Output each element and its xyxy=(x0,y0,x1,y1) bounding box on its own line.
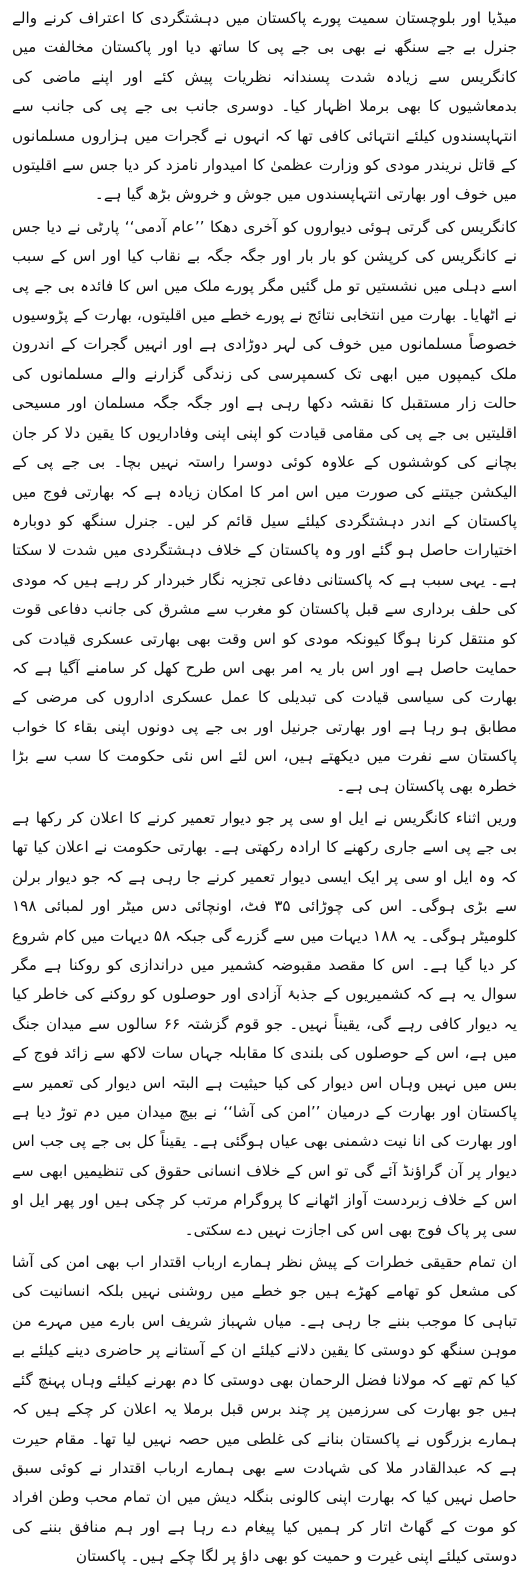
article-paragraph-2: کانگریس کی گرتی ہوئی دیواروں کو آخری دھکا ’’عام آدمی‘‘ پارٹی نے دیا جس نے کانگریس کی کرپشن کو بار بار اور جگہ جگہ بے نقاب کیا اور اس کے سبب اسے دہلی میں نشستیں تو مل گئیں مگر پورے ملک میں اس کا فائدہ بی جے پی نے اٹھایا۔ بھارت میں انتخابی نتائج نے پورے خطے میں اقلیتوں، بھارت کے پڑوسیوں خصوصاً مسلمانوں میں خوف کی لہر دوڑادی ہے اور انہیں گجرات کے اندرون ملک کیمپوں میں ابھی تک کسمپرسی کی زندگی گزارنے والے مسلمانوں کی حالت زار مستقبل کا نقشہ دکھا رہی ہے اور جگہ جگہ مسلمان اور مسیحی اقلیتیں بی جے پی کی مقامی قیادت کو اپنی اپنی وفاداریوں کا یقین دلا کر جان بچانے کی کوششوں کے علاوہ کوئی دوسرا راستہ نہیں بچا۔ بی جے پی کے الیکشن جیتنے کی صورت میں اس امر کا امکان زیادہ ہے کہ بھارتی فوج میں پاکستان کے اندر دہشتگردی کیلئے سیل قائم کر لیں۔ جنرل سنگھ کو دوبارہ اختیارات حاصل ہو گئے اور وہ پاکستان کے خلاف دہشتگردی میں شدت لا سکتا ہے۔ یہی سبب ہے کہ پاکستانی دفاعی تجزیہ نگار خبردار کر رہے ہیں کہ مودی کی حلف برداری سے قبل پاکستان کو مغرب سے مشرق کی جانب دفاعی قوت کو منتقل کرنا ہوگا کیونکہ مودی کو اس وقت بھی بھارتی عسکری قیادت کی حمایت حاصل ہے اور اس بار یہ امر بھی اس طرح کھل کر سامنے آگیا ہے کہ بھارت کی سیاسی قیادت کی تبدیلی کا عمل عسکری اداروں کی مرضی کے مطابق ہو رہا ہے اور بھارتی جرنیل اور بی جے پی دونوں اپنی بقاء کا خواب پاکستان سے نفرت میں دیکھتے ہیں، اس لئے اس نئی حکومت کا سب سے بڑا خطرہ بھی پاکستان ہی ہے۔ xyxy=(12,217,517,795)
article-paragraph-4: ان تمام حقیقی خطرات کے پیش نظر ہمارے ارباب اقتدار اب بھی امن کی آشا کی مشعل کو تھامے کھڑے ہیں جو خطے میں روشنی نہیں بلکہ انسانیت کی تباہی کا موجب بننے جا رہی ہے۔ میاں شہباز شریف اس بارے میں مہرے من موہن سنگھ کو دوستی کا یقین دلانے کیلئے ان کے آستانے پر حاضری دینے کیلئے بے کیا کم تھے کہ مولانا فضل الرحمان بھی دوستی کا دم بھرنے کیلئے وہاں پہنچ گئے ہیں جو بھارت کی سرزمین پر چند برس قبل برملا یہ اعلان کر چکے ہیں کہ ہمارے بزرگوں نے پاکستان بنانے کی غلطی میں حصہ نہیں لیا تھا۔ مقام حیرت ہے کہ عبدالقادر ملا کی شہادت سے بھی ہمارے ارباب اقتدار نے کوئی سبق حاصل نہیں کیا کہ بھارت اپنی کالونی بنگلہ دیش میں ان تمام محب وطن افراد کو موت کے گھاٹ اتار کر ہمیں کیا پیغام دے رہا ہے اور ہم منافق بننے کی دوستی کیلئے اپنی غیرت و حمیت کو بھی داؤ پر لگا چکے ہیں۔ پاکستان xyxy=(12,1253,517,1566)
article-paragraph-1: میڈیا اور بلوچستان سمیت پورے پاکستان میں دہشتگردی کا اعتراف کرنے والے جنرل بے جے سنگھ نے بھی بی جے پی کا ساتھ دیا اور پاکستان مخالفت میں کانگریس سے زیادہ شدت پسندانہ نظریات پیش کئے اور اپنے ماضی کی بدمعاشیوں کا بھی برملا اظہار کیا۔ دوسری جانب بی جے پی کی جانب سے انتہاپسندوں کیلئے انتہائی کافی تھا کہ انہوں نے گجرات میں ہزاروں مسلمانوں کے قاتل نریندر مودی کو وزارت عظمیٰ کا امیدوار نامزد کر دیا جس سے اقلیتوں میں خوف اور بھارتی انتہاپسندوں میں جوش و خروش بڑھ گیا ہے۔ xyxy=(12,9,517,204)
article-paragraph-3: وریں اثناء کانگریس نے ایل او سی پر جو دیوار تعمیر کرنے کا اعلان کر رکھا ہے بی جے پی اسے جاری رکھنے کا ارادہ رکھتی ہے۔ بھارتی حکومت نے اعلان کیا تھا کہ وہ ایل او سی پر ایک ایسی دیوار تعمیر کرنے جا رہی ہے کہ جو دیوار برلن سے بڑی ہوگی۔ اس کی چوڑائی ۳۵ فٹ، اونچائی دس میٹر اور لمبائی ۱۹۸ کلومیٹر ہوگی۔ یہ ۱۸۸ دیہات میں سے گزرے گی جبکہ ۵۸ دیہات میں کام شروع کر دیا گیا ہے۔ اس کا مقصد مقبوضہ کشمیر میں دراندازی کو روکنا ہے مگر سوال یہ ہے کہ کشمیریوں کے جذبۂ آزادی اور حوصلوں کو روکنے کی خاطر کیا یہ دیوار کافی رہے گی، یقیناً نہیں۔ جو قوم گزشتہ ۶۶ سالوں سے میدان جنگ میں ہے، اس کے حوصلوں کی بلندی کا مقابلہ جہاں سات لاکھ سے زائد فوج کے بس میں نہیں وہاں اس دیوار کی کیا حیثیت ہے البتہ اس دیوار کی تعمیر سے پاکستان اور بھارت کے درمیان ’’امن کی آشا‘‘ نے بیچ میدان میں دم توڑ دیا ہے اور بھارت کی انا نیت دشمنی بھی عیاں ہوگئی ہے۔ یقیناً کل بی جے پی جب اس دیوار پر آن گراؤنڈ آئے گی تو اس کے خلاف انسانی حقوق کی تنظیمیں ابھی سے اس کے خلاف زبردست آواز اٹھانے کا پروگرام مرتب کر چکی ہیں اور پھر ایل او سی پر پاک فوج بھی اس کی اجازت نہیں دے سکتی۔ xyxy=(12,808,517,1239)
